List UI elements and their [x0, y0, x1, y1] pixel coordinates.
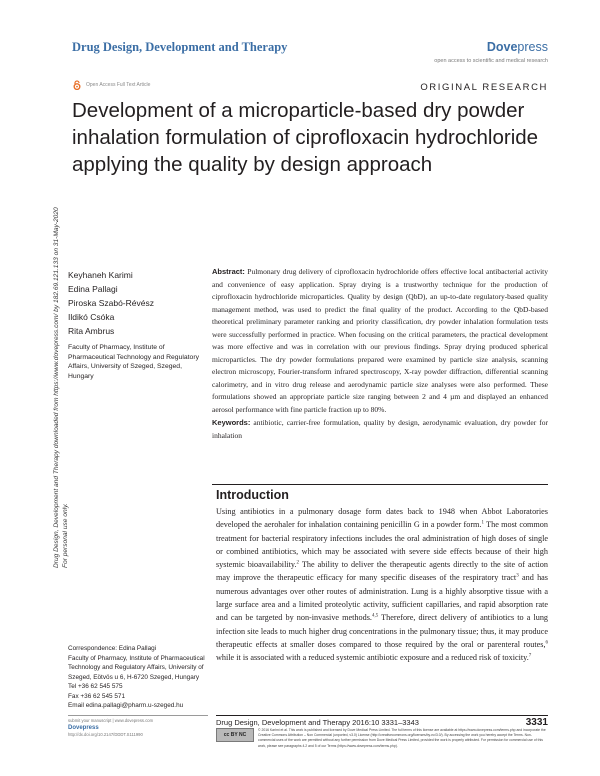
correspondence-fax: Fax +36 62 545 571 — [68, 692, 126, 700]
introduction-heading: Introduction — [216, 488, 289, 502]
intro-text-segment: Using antibiotics in a pulmonary dosage form dates back to 1948 when Abbot Laboratories developed the aerohaler for inhalation containing penicillin G in a powder form. — [216, 507, 548, 530]
open-access-icon — [72, 80, 82, 90]
correspondence-email[interactable]: Email edina.pallagi@pharm.u-szeged.hu — [68, 702, 184, 709]
journal-citation: Drug Design, Development and Therapy 2016:10 3331–3343 — [216, 718, 419, 727]
author-affiliation: Faculty of Pharmacy, Institute of Pharmaceutical Technology and Regulatory Affairs, University of Szeged, Szeged, Hungary — [68, 344, 199, 380]
intro-text-segment: The ability to deliver the therapeutic agents directly to the site of action may improve the therapeutic efficacy for many specific diseases of the respiratory tract — [216, 560, 548, 583]
publisher-tagline: open access to scientific and medical research — [434, 58, 548, 64]
article-title: Development of a microparticle-based dry powder inhalation formulation of ciprofloxacin hydrochloride applying the quality by design approach — [72, 99, 539, 176]
footer-divider — [216, 715, 548, 716]
footer-submit-block — [68, 718, 208, 738]
citation-ref[interactable]: 4,5 — [371, 613, 379, 619]
abstract-paragraph — [212, 266, 548, 416]
open-access-row — [72, 80, 150, 90]
intro-text-segment: Therefore, direct delivery of antibiotics to a lung infection site leads to much higher drug concentrations in the pulmonary tissue; thus, it may produce therapeutic effects at smaller doses compared to those required by the oral or parenteral routes, — [216, 613, 549, 649]
submit-manuscript-link[interactable]: submit your manuscript | www.dovepress.com — [68, 718, 154, 723]
footer-divider — [68, 715, 208, 716]
citation-ref[interactable]: 7 — [528, 653, 532, 659]
doi-link[interactable]: http://dx.doi.org/10.2147/DDDT.S111990 — [68, 731, 143, 737]
citation-ref[interactable]: 2 — [296, 560, 300, 566]
author-list — [68, 268, 154, 338]
journal-title: Drug Design, Development and Therapy — [72, 40, 288, 54]
intro-text-segment: and has numerous advantages over other routes of administration. Lung is a highly absorptive tissue with a large surface area and a limited proteolytic activity, sufficient capillaries, and rapid absorption rate and can be targeted by non-invasive methods. — [216, 573, 548, 623]
author-name: Piroska Szabó-Révész — [68, 298, 154, 308]
keywords-label: Keywords: — [212, 418, 251, 427]
intro-text-segment: while it is associated with a reduced systemic antibiotic exposure and a reduced risk of toxicity. — [216, 653, 529, 663]
correspondence-label: Correspondence: Edina Pallagi — [68, 645, 157, 652]
open-access-label: Open Access Full Text Article — [86, 82, 151, 88]
abstract-section — [212, 266, 548, 478]
author-name: Keyhaneh Karimi — [68, 270, 133, 280]
keywords-paragraph — [212, 417, 548, 442]
publisher-logo[interactable] — [487, 40, 548, 54]
abstract-label: Abstract: — [212, 267, 245, 276]
download-watermark-line1: Drug Design, Development and Therapy downloaded from https://www.dovepress.com/ by 182.69.121.133 on 31-May-2020 — [53, 207, 60, 568]
citation-ref[interactable]: 6 — [545, 640, 548, 646]
creative-commons-badge[interactable]: cc BY NC — [216, 728, 254, 742]
download-watermark-text — [52, 207, 70, 568]
abstract-body: Pulmonary drug delivery of ciprofloxacin hydrochloride offers effective local antibacterial activity and convenience of easy application. Spray drying is a trustworthy technique for the production of ciprofloxacin hydrochloride microparticles. Quality by design (QbD), an up-to-date regulatory-based quality management method, was used to predict the final quality of the product. According to the QbD-based theoretical preliminary parameter ranking and priority classification, dry powder inhalation formulation tests were successfully performed in practice. When focusing on the critical parameters, the practical development was more effective and was in correlation with our previous findings. Spray drying produced spherical microparticles. The dry powder formulations prepared were examined by particle size analysis, scanning electron microscopy, Fourier-transform infrared spectroscopy, X-ray powder diffraction, differential scanning calorimetry, and in vitro drug release and aerodynamic particle size analyses were also performed. These formulations showed an appropriate particle size ranging between 2 and 4 µm and displayed an enhanced aerosol performance with fine particle fraction up to 80%. — [212, 267, 548, 414]
author-name: Ildikó Csóka — [68, 312, 115, 322]
license-block — [216, 728, 548, 749]
download-watermark — [18, 128, 74, 748]
article-type: ORIGINAL RESEARCH — [420, 82, 548, 93]
introduction-paragraph — [216, 505, 548, 665]
page-number: 3331 — [525, 717, 548, 728]
keywords-body: antibiotic, carrier-free formulation, quality by design, aerodynamic evaluation, dry powder for inhalation — [212, 418, 549, 440]
download-watermark-line2: For personal use only. — [62, 503, 69, 568]
author-name: Edina Pallagi — [68, 284, 118, 294]
intro-text-segment: The most common treatment for bacterial respiratory infections includes the oral administration of high doses of single or combined antibiotics, which may be associated with severe side effects because of their high systemic bioavailability. — [216, 520, 548, 570]
correspondence-tel: Tel +36 62 545 575 — [68, 683, 123, 690]
footer-publisher-logo[interactable]: Dovepress — [68, 724, 99, 731]
author-name: Rita Ambrus — [68, 326, 115, 336]
citation-ref[interactable]: 3 — [516, 573, 519, 579]
publisher-logo-prefix: Dove — [486, 40, 518, 54]
correspondence-block — [68, 644, 208, 711]
section-divider — [212, 484, 548, 485]
license-text: © 2016 Karimi et al. This work is published and licensed by Dove Medical Press Limited. The full terms of this license are available at https://www.dovepress.com/terms.php and incorporate the Creative Commons Attribution – Non Commercial (unported, v3.0) License (http://creativecommons.org/licenses/by-nc/3.0/). By accessing the work you hereby accept the Terms. Non-commercial uses of the work are permitted without any further permission from Dove Medical Press Limited, provided the work is properly attributed. For permission for commercial use of this work, please see paragraphs 4.2 and 5 of our Terms (https://www.dovepress.com/terms.php). — [258, 728, 546, 748]
correspondence-address: Faculty of Pharmacy, Institute of Pharmaceutical Technology and Regulatory Affairs, University of Szeged, Eötvös u 6, H-6720 Szeged, Hungary — [68, 654, 205, 681]
citation-ref[interactable]: 1 — [481, 520, 484, 526]
publisher-logo-suffix: press — [517, 40, 548, 54]
